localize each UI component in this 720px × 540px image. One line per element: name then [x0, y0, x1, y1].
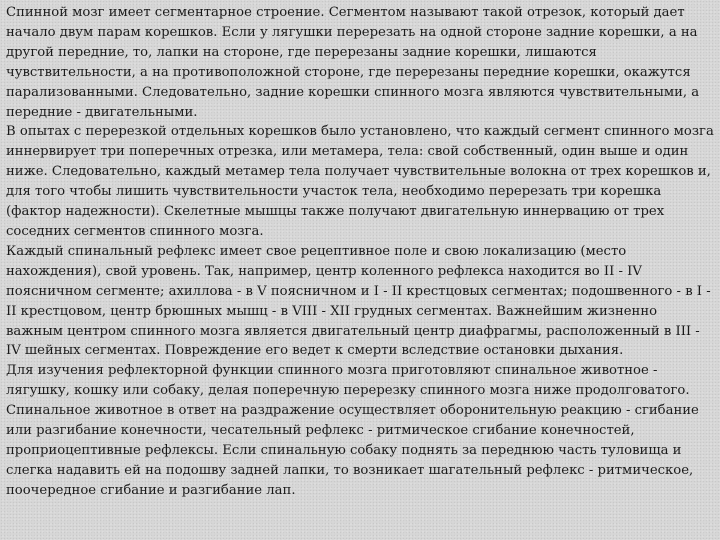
paragraph-segmental-structure: Спинной мозг имеет сегментарное строение. Сегментом называют такой отрезок, который дает начало двум парам корешков. Если у лягушки перерезать на одной стороне задние корешки, а на другой передние, то, лапки на стороне, где перерезаны задние корешки, лишаются чувствительности, а на противоположной стороне, где перерезаны передние корешки, окажутся парализованными. Следовательно, задние корешки спинного мозга являются чувствительными, а передние - двигательными.	[6, 5, 700, 120]
paragraph-spinal-animal: Для изучения рефлекторной функции спинного мозга приготовляют спинальное животное - лягушку, кошку или собаку, делая поперечную перерезку спинного мозга ниже продолговатого. Спинальное животное в ответ на раздражение осуществляет оборонительную реакцию - сгибание или разгибание конечности, чесательный рефлекс - ритмическое сгибание конечностей, проприоцептивные рефлексы. Если спинальную собаку поднять за переднюю часть туловища и слегка надавить ей на подошву задней лапки, то возникает шагательный рефлекс - ритмическое, поочередное сгибание и разгибание лап.	[6, 363, 699, 498]
paragraph-root-transection: В опытах с перерезкой отдельных корешков было установлено, что каждый сегмент спинного мозга иннервирует три поперечных отрезка, или метамера, тела: свой собственный, один выше и один ниже. Следовательно, каждый метамер тела получает чувствительные волокна от трех корешков и, для того чтобы лишить чувствительности участок тела, необходимо перерезать три корешка (фактор надежности). Скелетные мышцы также получают двигательную иннервацию от трех соседних сегментов спинного мозга.	[6, 124, 714, 239]
paragraph-spinal-reflex-centers: Каждый спинальный рефлекс имеет свое рецептивное поле и свою локализацию (место нахождения), свой уровень. Так, например, центр коленного рефлекса находится во II - IV поясничном сегменте; ахиллова - в V поясничном и I - II крестцовых сегментах; подошвенного - в I - II крестцовом, центр брюшных мышц - в VIII - XII грудных сегментах. Важнейшим жизненно важным центром спинного мозга является двигательный центр диафрагмы, расположенный в III - IV шейных сегментах. Повреждение его ведет к смерти вследствие остановки дыхания.	[6, 243, 711, 359]
